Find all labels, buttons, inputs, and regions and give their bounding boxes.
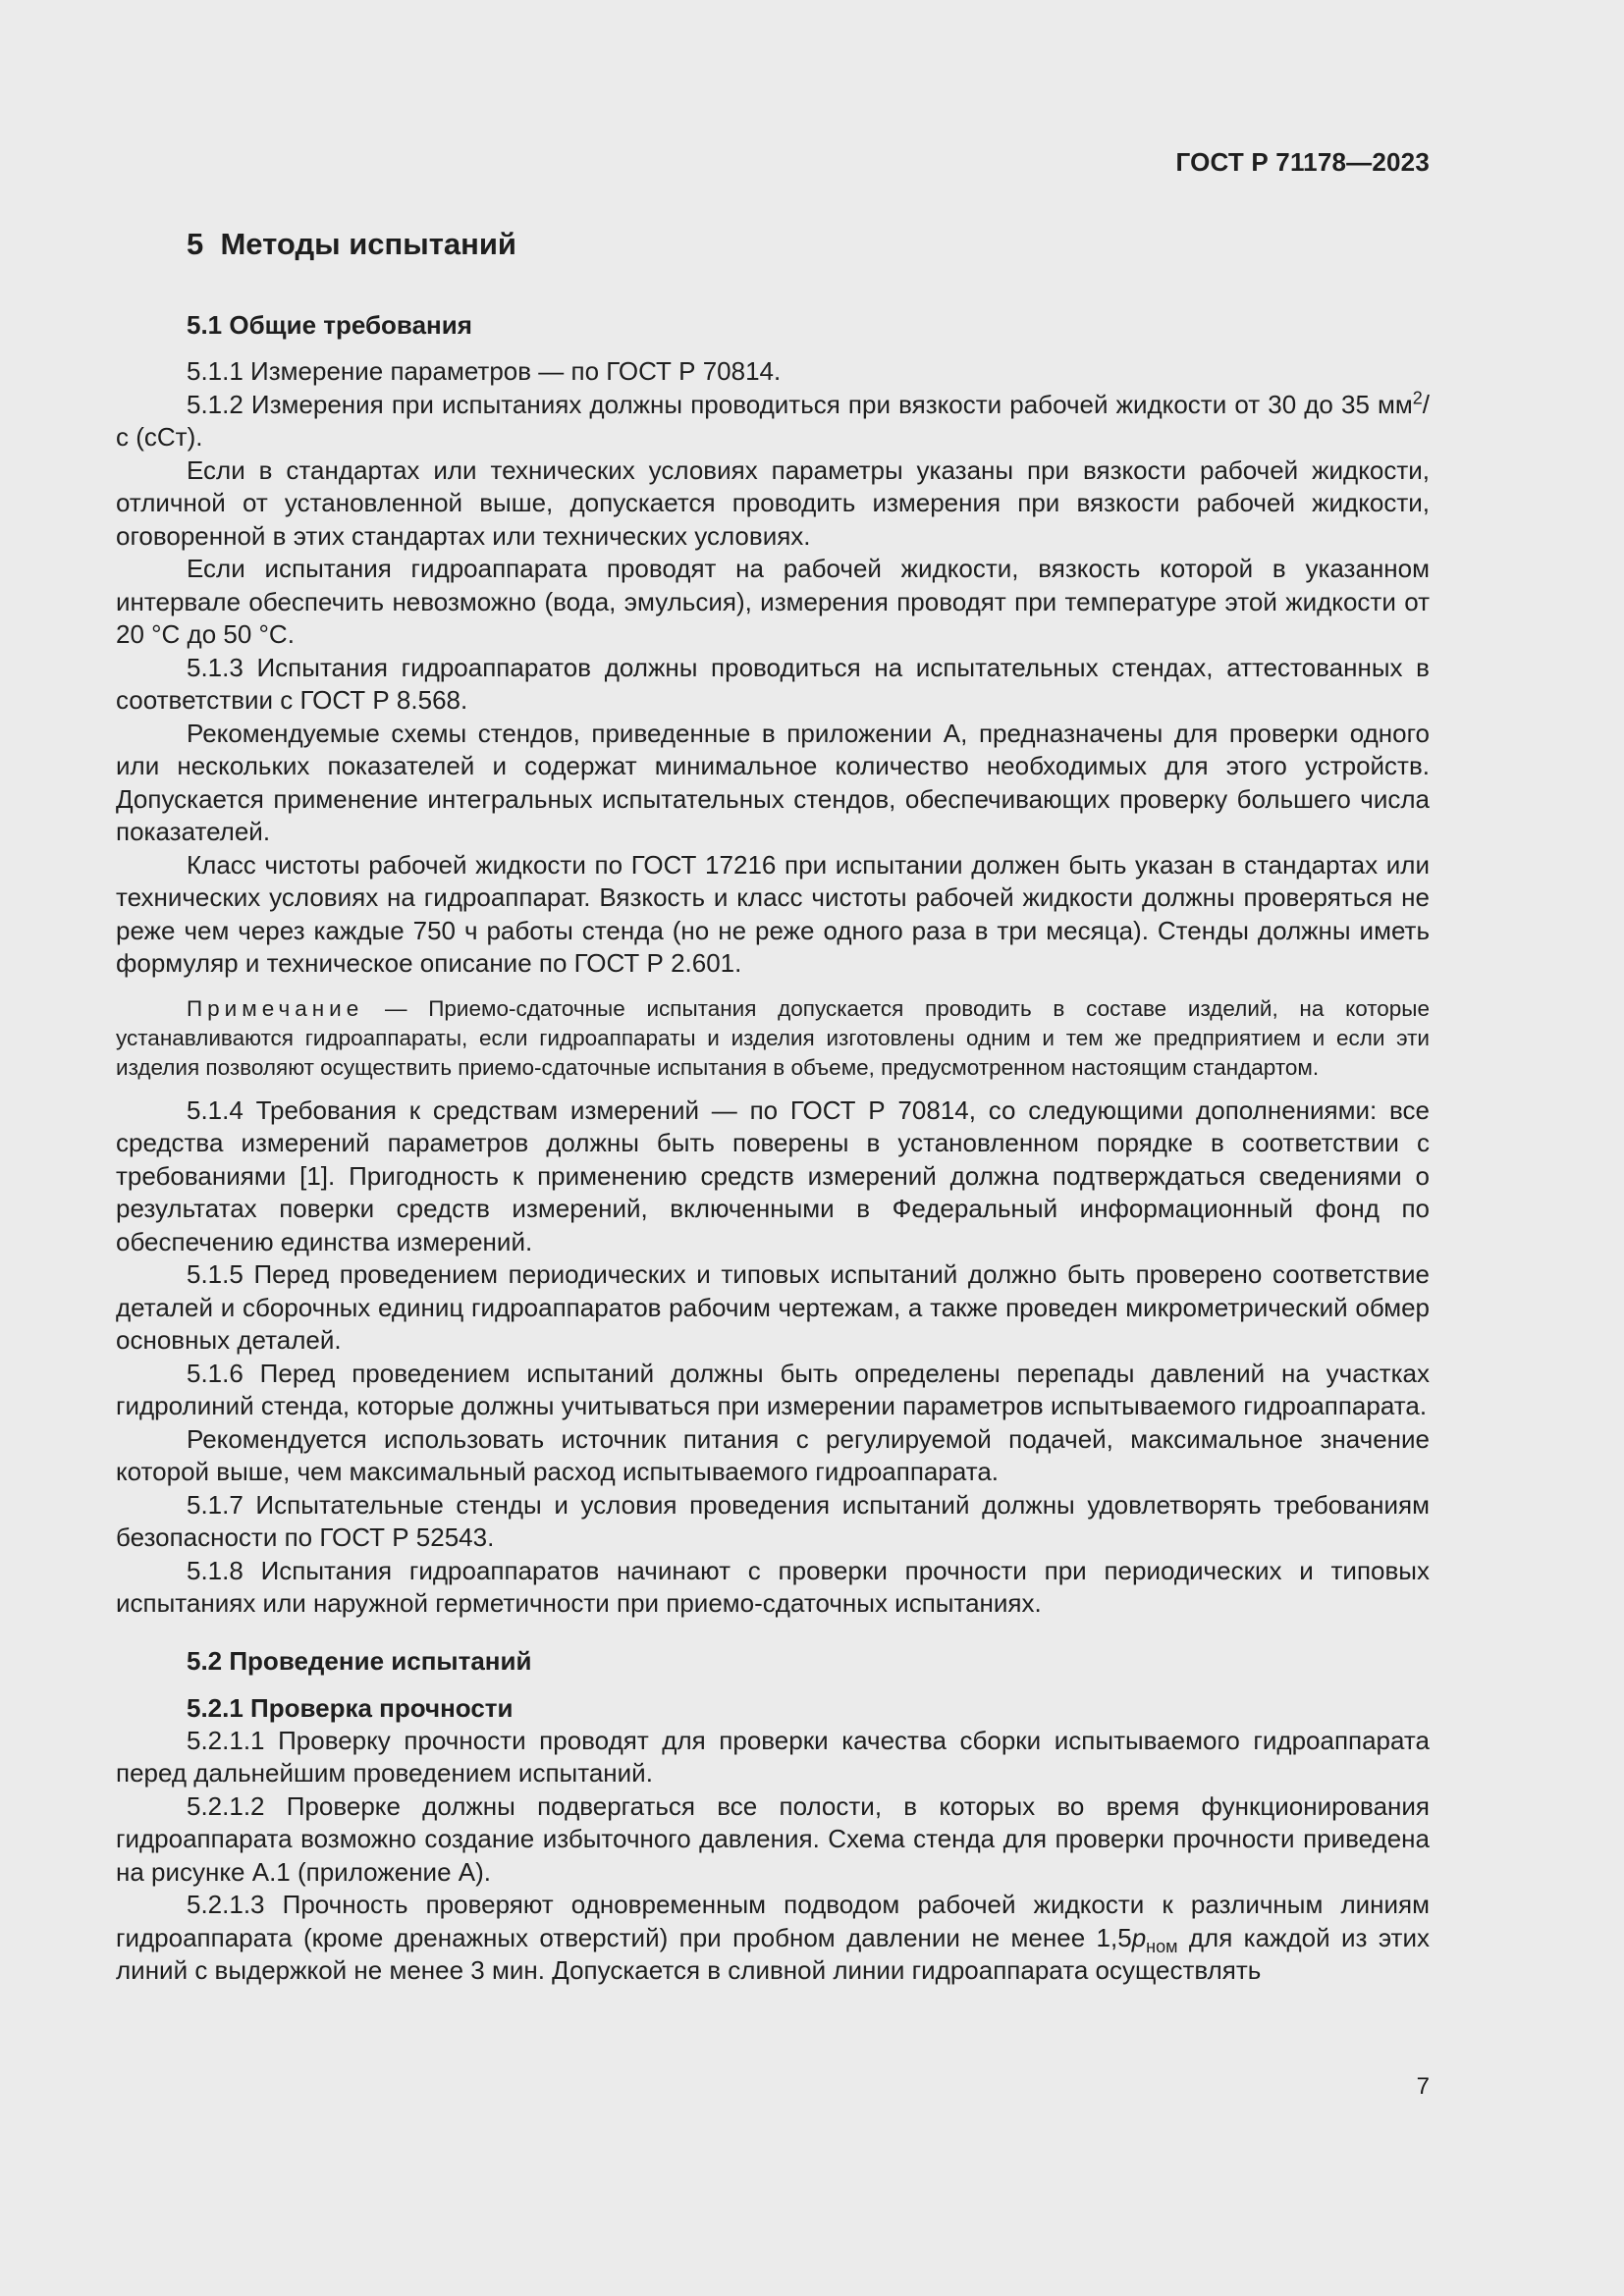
document-id-header: ГОСТ Р 71178—2023 <box>1175 147 1430 177</box>
page-number: 7 <box>1416 2073 1430 2100</box>
subsection-heading-5-1: 5.1 Общие требования <box>187 310 472 340</box>
paragraph-viscosity-water: Если испытания гидроаппарата проводят на рабочей жидкости, вязкость которой в указанном интервале обеспечить невозможно (вода, эмульсия), измерения проводят при температуре этой жидкости от 20 °С до 50 °С. <box>116 554 1430 649</box>
paragraph-5-2-1-3-text: 5.2.1.3 Прочность проверяют одновременным подводом рабочей жидкости к различным линиям гидроаппарата (кроме дренажных отверстий) при пробном давлении не менее 1,5 <box>116 1890 1430 1952</box>
paragraph-stand-schemes: Рекомендуемые схемы стендов, приведенные в приложении А, предназначены для проверки одного или нескольких показателей и содержат минимальное количество необходимых для этого устройств. Допускается применение интегральных испытательных стендов, обеспечивающих проверку большего числа показателей. <box>116 718 1430 846</box>
paragraph-5-1-3: 5.1.3 Испытания гидроаппаратов должны проводиться на испытательных стендах, аттестованных в соответствии с ГОСТ Р 8.568. <box>116 652 1430 715</box>
paragraph-5-1-5: 5.1.5 Перед проведением периодических и типовых испытаний должно быть проверено соответствие деталей и сборочных единиц гидроаппаратов рабочим чертежам, а также проведен микрометрический обмер основных деталей. <box>116 1259 1430 1355</box>
paragraph-5-2-1-1: 5.2.1.1 Проверку прочности проводят для проверки качества сборки испытываемого гидроаппарата перед дальнейшим проведением испытаний. <box>116 1725 1430 1788</box>
paragraph-5-1-2-text: 5.1.2 Измерения при испытаниях должны проводиться при вязкости рабочей жидкости от 30 до 35 мм <box>187 389 1413 419</box>
note-text: — Приемо-сдаточные испытания допускается проводить в составе изделий, на которые устанавливаются гидроаппараты, если гидроаппараты и изделия изготовлены одним и тем же предприятием и если эти изделия позволяют осуществить приемо-сдаточные испытания в объеме, предусмотренном настоящим стандартом. <box>116 995 1430 1080</box>
paragraph-5-1-1: 5.1.1 Измерение параметров — по ГОСТ Р 70814. <box>187 356 782 386</box>
paragraph-5-1-7: 5.1.7 Испытательные стенды и условия проведения испытаний должны удовлетворять требованиям безопасности по ГОСТ Р 52543. <box>116 1489 1430 1552</box>
note <box>116 994 1430 1083</box>
paragraph-5-2-1-3 <box>116 1889 1430 1988</box>
note-label: Примечание <box>187 995 364 1021</box>
paragraph-power-source: Рекомендуется использовать источник питания с регулируемой подачей, максимальное значение которой выше, чем максимальный расход испытываемого гидроаппарата. <box>116 1423 1430 1486</box>
subscript-nom: ном <box>1146 1936 1178 1956</box>
paragraph-5-1-2-unit: /с (сСт). <box>116 389 1430 452</box>
pressure-variable: p <box>1131 1922 1147 1952</box>
subsection-heading-5-2-1: 5.2.1 Проверка прочности <box>187 1692 514 1723</box>
paragraph-5-1-4: 5.1.4 Требования к средствам измерений — по ГОСТ Р 70814, со следующими дополнениями: все средства измерений параметров должны быть поверены в установленном порядке в соответствии с требованиями [1]. Пригодность к применению средств измерений должна подтверждаться сведениями о результатах поверки средств измерений, включенными в Федеральный информационный фонд по обеспечению единства измерений. <box>116 1095 1430 1256</box>
paragraph-fluid-cleanliness: Класс чистоты рабочей жидкости по ГОСТ 17216 при испытании должен быть указан в стандартах или технических условиях на гидроаппарат. Вязкость и класс чистоты рабочей жидкости должны проверяться не реже чем через каждые 750 ч работы стенда (но не реже одного раза в три месяца). Стенды должны иметь формуляр и техническое описание по ГОСТ Р 2.601. <box>116 849 1430 978</box>
superscript: 2 <box>1412 387 1423 407</box>
paragraph-5-1-8: 5.1.8 Испытания гидроаппаратов начинают с проверки прочности при периодических и типовых испытаниях или наружной герметичности при приемо-сдаточных испытаниях. <box>116 1555 1430 1618</box>
paragraph-5-2-1-2: 5.2.1.2 Проверке должны подвергаться все полости, в которых во время функционирования гидроаппарата возможно создание избыточного давления. Схема стенда для проверки прочности приведена на рисунке А.1 (приложение А). <box>116 1790 1430 1887</box>
page-content <box>116 224 1430 1988</box>
paragraph-5-1-2 <box>116 389 1430 454</box>
section-number: 5 <box>187 227 204 261</box>
paragraph-5-2-1-3-rest: для каждой из этих линий с выдержкой не менее 3 мин. Допускается в сливной линии гидроаппарата осуществлять <box>116 1922 1430 1985</box>
paragraph-viscosity-other: Если в стандартах или технических условиях параметры указаны при вязкости рабочей жидкости, отличной от установленной выше, допускается проводить измерения при вязкости рабочей жидкости, оговоренной в этих стандартах или технических условиях. <box>116 454 1430 551</box>
subsection-heading-5-2: 5.2 Проведение испытаний <box>187 1645 532 1676</box>
section-title-text: Методы испытаний <box>220 227 516 261</box>
section-title <box>187 224 1430 265</box>
paragraph-5-1-6: 5.1.6 Перед проведением испытаний должны быть определены перепады давлений на участках гидролиний стенда, которые должны учитываться при измерении параметров испытываемого гидроаппарата. <box>116 1358 1430 1420</box>
